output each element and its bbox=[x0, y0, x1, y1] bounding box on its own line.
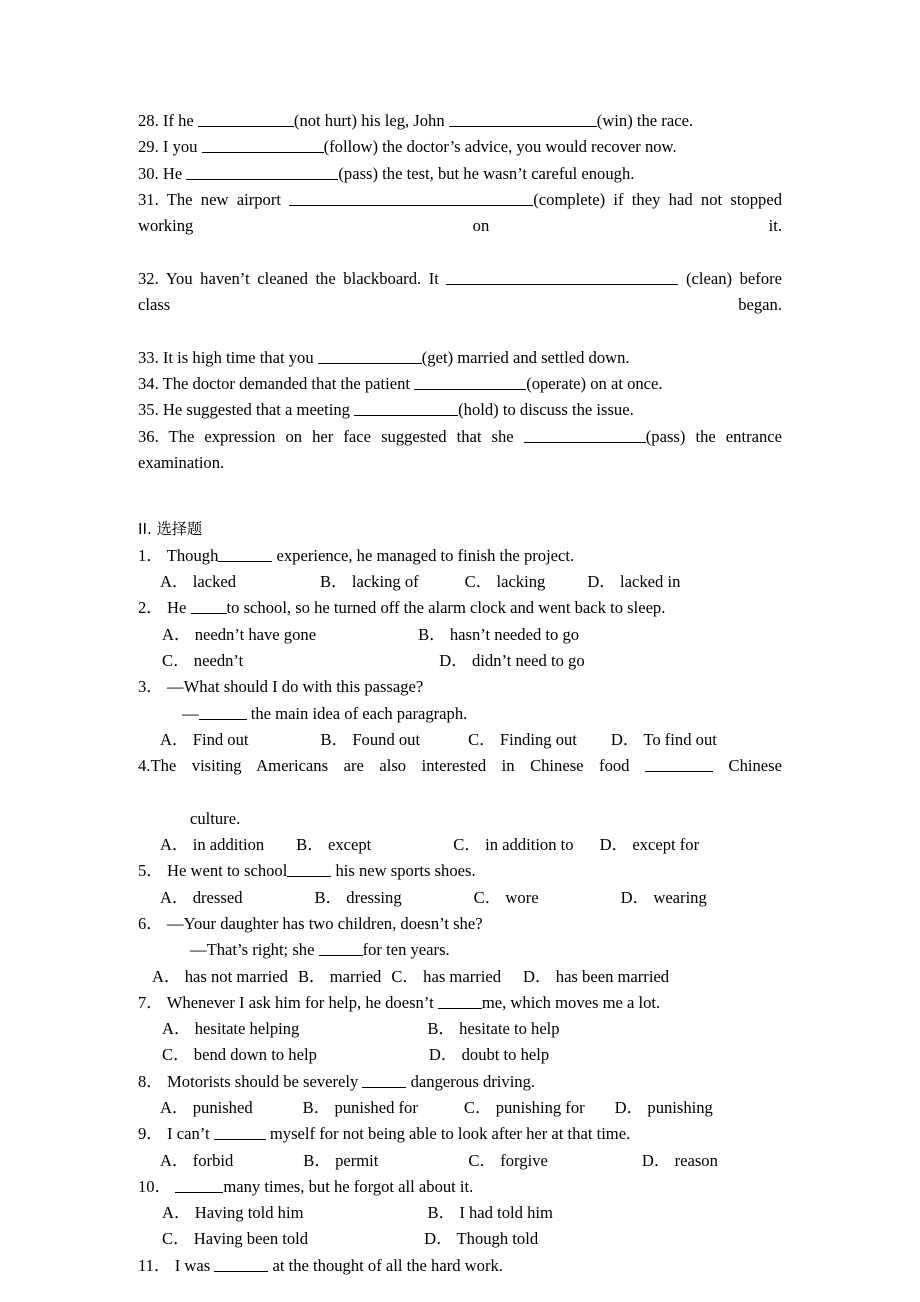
mc4-num: 4. bbox=[138, 756, 151, 776]
mc8-option-a[interactable]: A． punished bbox=[160, 1097, 253, 1117]
question-29: 29. I you (follow) the doctor’s advice, you would recover now. bbox=[138, 137, 677, 157]
mc9-option-a[interactable]: A． forbid bbox=[160, 1150, 234, 1170]
mc7-num: 7． bbox=[138, 992, 163, 1012]
mc8-option-c[interactable]: C． punishing for bbox=[463, 1097, 585, 1117]
mc8-option-b[interactable]: B． punished for bbox=[302, 1097, 418, 1117]
question-31: 31. The new airport (complete) if they had not stopped working on it. bbox=[138, 189, 783, 236]
mc6-option-d[interactable]: D． has been married bbox=[523, 966, 670, 986]
mc-question-2-options-row2 bbox=[138, 648, 782, 674]
question-35: 35. He suggested that a meeting (hold) to discuss the issue. bbox=[138, 400, 634, 420]
mc2-num: 2． bbox=[138, 598, 163, 618]
mc7-option-b[interactable]: B． hesitate to help bbox=[427, 1019, 560, 1039]
mc5-option-b[interactable]: B． dressing bbox=[314, 887, 402, 907]
section-heading-ii bbox=[138, 502, 782, 542]
mc-question-2-options-row1 bbox=[138, 622, 782, 648]
mc-question-7-options-row1 bbox=[138, 1016, 782, 1042]
mc6-reply-before: —That’s right; she bbox=[190, 940, 319, 960]
mc-question-3-stem bbox=[138, 674, 782, 700]
q34-num: 34. bbox=[138, 373, 159, 393]
mc6-num: 6． bbox=[138, 913, 163, 933]
mc2-option-a[interactable]: A． needn’t have gone bbox=[162, 624, 317, 644]
mc1-option-b[interactable]: B． lacking of bbox=[320, 572, 419, 592]
mc-question-8-stem: 8． Motorists should be severely dangerous driving. bbox=[138, 1071, 536, 1091]
mc3-option-d[interactable]: D． To find out bbox=[610, 729, 717, 749]
mc7-option-c[interactable]: C． bend down to help bbox=[162, 1045, 317, 1065]
q36-blank-1[interactable] bbox=[524, 425, 646, 442]
mc3-reply-dash: — bbox=[182, 703, 199, 723]
mc10-option-d[interactable]: D． Though told bbox=[424, 1229, 539, 1249]
mc10-num: 10． bbox=[138, 1176, 172, 1196]
mc6-option-b[interactable]: B． married bbox=[297, 966, 382, 986]
mc6-dialogue-line-1: —Your daughter has two children, doesn’t she? bbox=[167, 913, 483, 933]
mc3-blank[interactable] bbox=[199, 702, 247, 719]
mc2-option-b[interactable]: B． hasn’t needed to go bbox=[418, 624, 580, 644]
q29-blank-1[interactable] bbox=[202, 136, 324, 153]
mc-question-4-options bbox=[138, 832, 782, 858]
mc6-blank[interactable] bbox=[319, 939, 363, 956]
mc5-num: 5． bbox=[138, 861, 163, 881]
mc3-option-c[interactable]: C． Finding out bbox=[468, 729, 577, 749]
mc-question-7-stem: 7． Whenever I ask him for help, he doesn’t me, which moves me a lot. bbox=[138, 992, 661, 1012]
q28-blank-1[interactable] bbox=[198, 110, 294, 127]
mc4-option-b[interactable]: B． except bbox=[296, 835, 372, 855]
mc-question-9-options bbox=[138, 1148, 782, 1174]
mc1-num: 1． bbox=[138, 545, 163, 565]
mc-question-3-reply bbox=[138, 701, 782, 727]
section-heading-ii-text: II. 选择题 bbox=[138, 520, 203, 539]
mc6-option-a[interactable]: A． has not married bbox=[152, 966, 288, 986]
mc-question-6-stem bbox=[138, 911, 782, 937]
mc8-blank[interactable] bbox=[362, 1070, 406, 1087]
mc-question-2-stem: 2． He to school, so he turned off the alarm clock and went back to sleep. bbox=[138, 598, 666, 618]
mc1-blank[interactable] bbox=[218, 544, 272, 561]
q30-blank-1[interactable] bbox=[186, 162, 338, 179]
mc10-blank[interactable] bbox=[175, 1176, 223, 1193]
q34-blank-1[interactable] bbox=[414, 373, 526, 390]
mc11-blank[interactable] bbox=[214, 1255, 268, 1272]
question-36: 36. The expression on her face suggested that she (pass) the entrance examination. bbox=[138, 426, 782, 472]
mc1-option-a[interactable]: A． lacked bbox=[160, 572, 237, 592]
mc10-option-b[interactable]: B． I had told him bbox=[427, 1203, 553, 1223]
q33-blank-1[interactable] bbox=[318, 346, 422, 363]
mc4-option-d[interactable]: D． except for bbox=[599, 835, 700, 855]
q31-num: 31. bbox=[138, 189, 159, 209]
mc-question-10-stem: 10． many times, but he forgot all about it. bbox=[138, 1176, 474, 1196]
mc-question-5-stem: 5． He went to school his new sports shoes. bbox=[138, 861, 476, 881]
mc5-option-d[interactable]: D． wearing bbox=[620, 887, 707, 907]
mc-question-8-options bbox=[138, 1095, 782, 1121]
mc2-option-d[interactable]: D． didn’t need to go bbox=[439, 650, 585, 670]
mc9-option-c[interactable]: C． forgive bbox=[468, 1150, 548, 1170]
q35-blank-1[interactable] bbox=[354, 399, 458, 416]
mc7-blank[interactable] bbox=[438, 992, 482, 1009]
mc-question-3-options bbox=[138, 727, 782, 753]
mc1-option-d[interactable]: D． lacked in bbox=[587, 572, 681, 592]
mc6-reply-after: for ten years. bbox=[362, 940, 450, 960]
q28-blank-2[interactable] bbox=[449, 110, 597, 127]
q35-num: 35. bbox=[138, 400, 159, 420]
mc9-option-d[interactable]: D． reason bbox=[641, 1150, 718, 1170]
mc2-option-c[interactable]: C． needn’t bbox=[162, 650, 244, 670]
mc8-num: 8． bbox=[138, 1071, 163, 1091]
q31-blank-1[interactable] bbox=[289, 189, 533, 206]
mc4-blank[interactable] bbox=[645, 755, 713, 772]
mc3-option-a[interactable]: A． Find out bbox=[160, 729, 249, 749]
mc-question-7-options-row2 bbox=[138, 1042, 782, 1068]
q32-num: 32. bbox=[138, 268, 159, 288]
mc2-blank[interactable] bbox=[191, 597, 227, 614]
mc8-option-d[interactable]: D． punishing bbox=[614, 1097, 713, 1117]
mc5-option-c[interactable]: C． wore bbox=[473, 887, 539, 907]
mc-question-9-stem: 9． I can’t myself for not being able to look after her at that time. bbox=[138, 1124, 631, 1144]
mc5-blank[interactable] bbox=[287, 860, 331, 877]
mc-question-6-reply bbox=[138, 937, 782, 963]
question-30: 30. He (pass) the test, but he wasn’t careful enough. bbox=[138, 163, 635, 183]
mc1-option-c[interactable]: C． lacking bbox=[464, 572, 546, 592]
question-32: 32. You haven’t cleaned the blackboard. It (clean) before class began. bbox=[138, 268, 783, 315]
question-33: 33. It is high time that you (get) married and settled down. bbox=[138, 347, 630, 367]
mc4-option-c[interactable]: C． in addition to bbox=[453, 835, 574, 855]
mc3-reply-after: the main idea of each paragraph. bbox=[246, 703, 468, 723]
mc-question-5-options bbox=[138, 885, 782, 911]
question-34: 34. The doctor demanded that the patient (operate) on at once. bbox=[138, 373, 663, 393]
mc7-option-a[interactable]: A． hesitate helping bbox=[162, 1019, 300, 1039]
mc3-num: 3． bbox=[138, 677, 163, 697]
mc10-option-c[interactable]: C． Having been told bbox=[162, 1229, 309, 1249]
q29-num: 29. bbox=[138, 137, 159, 157]
mc-question-4-stem-cont: culture. bbox=[190, 808, 241, 828]
mc7-option-d[interactable]: D． doubt to help bbox=[428, 1045, 550, 1065]
question-28: 28. If he (not hurt) his leg, John (win) the race. bbox=[138, 111, 694, 130]
mc-question-10-options-row2 bbox=[138, 1226, 782, 1252]
mc-question-4-stem: 4.The visiting Americans are also interested in Chinese food Chinese bbox=[138, 756, 782, 776]
mc-question-10-options-row1 bbox=[138, 1200, 782, 1226]
mc11-num: 11． bbox=[138, 1255, 171, 1275]
q30-num: 30. bbox=[138, 163, 159, 183]
mc-question-6-options bbox=[138, 964, 782, 990]
mc9-blank[interactable] bbox=[214, 1123, 266, 1140]
mc4-option-a[interactable]: A． in addition bbox=[160, 835, 265, 855]
mc5-option-a[interactable]: A． dressed bbox=[160, 887, 243, 907]
mc9-num: 9． bbox=[138, 1124, 163, 1144]
mc10-option-a[interactable]: A． Having told him bbox=[162, 1203, 304, 1223]
q36-num: 36. bbox=[138, 426, 159, 446]
mc-question-1-stem: 1． Though experience, he managed to finish the project. bbox=[138, 545, 575, 565]
mc3-dialogue-line-1: —What should I do with this passage? bbox=[167, 677, 424, 697]
q33-num: 33. bbox=[138, 347, 159, 367]
mc-question-1-options bbox=[138, 569, 782, 595]
mc9-option-b[interactable]: B． permit bbox=[303, 1150, 379, 1170]
mc-question-11-stem: 11． I was at the thought of all the hard work. bbox=[138, 1255, 503, 1275]
document-body bbox=[138, 108, 782, 1279]
q28-num: 28. bbox=[138, 111, 159, 130]
q32-blank-1[interactable] bbox=[446, 268, 678, 285]
mc6-option-c[interactable]: C． has married bbox=[391, 966, 502, 986]
mc3-option-b[interactable]: B． Found out bbox=[320, 729, 421, 749]
